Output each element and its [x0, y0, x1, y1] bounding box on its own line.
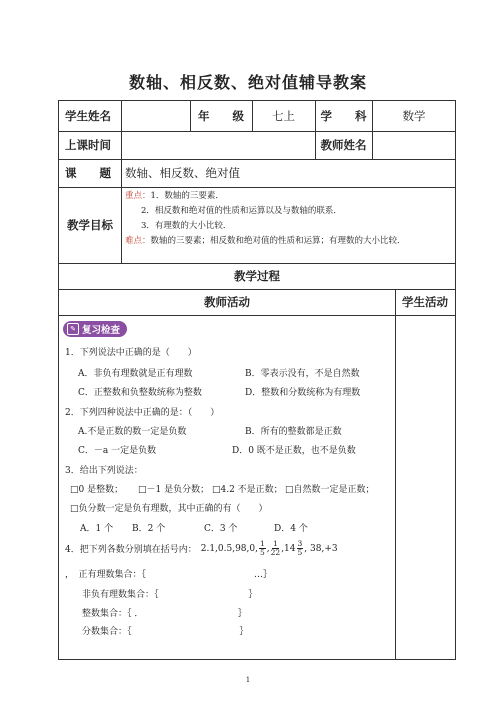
q4-comma: ,	[266, 543, 270, 554]
q2-option-d[interactable]: D．0 既不是正数，也不是负数	[232, 446, 356, 456]
q3-option-c[interactable]: C．3 个	[204, 524, 238, 534]
goal-item-1: 1．数轴的三要素．	[150, 191, 224, 201]
goals-content	[125, 189, 455, 249]
class-time-label: 上课时间	[65, 138, 111, 152]
q2-option-c[interactable]: C．－a 一定是负数	[78, 446, 157, 456]
teacher-name-value[interactable]	[372, 131, 456, 159]
subject-label: 学 科	[320, 109, 367, 123]
set-integers[interactable]: 整数集合：｛ ． ｝	[82, 609, 247, 619]
difficult-points-text: 数轴的三要素；相反数和绝对值的性质和运算；有理数的大小比较．	[150, 236, 406, 246]
student-activity-header: 学生活动	[402, 295, 448, 309]
q3-statement-5: □负分数一定是负有理数，其中正确的有（ ）	[70, 504, 268, 514]
page-title: 数轴、相反数、绝对值辅导教案	[128, 73, 367, 92]
fraction-3: $\frac{3}{5}$	[297, 539, 303, 557]
student-name-label: 学生姓名	[65, 109, 111, 123]
q3-stem: 3．给出下列说法：	[65, 466, 143, 476]
q1-option-a[interactable]: A．非负有理数就是正有理数	[78, 369, 193, 379]
grade-value: 七上	[272, 109, 295, 123]
set-positive-rational[interactable]: ， 正有理数集合：｛ …｝	[65, 570, 273, 580]
q4-numbers-c: , 38,+3	[304, 543, 338, 554]
q3-option-a[interactable]: A．1 个	[80, 524, 114, 534]
teacher-name-label: 教师姓名	[320, 138, 367, 152]
q3-statement-4: □自然数一定是正数；	[285, 485, 375, 495]
q3-statement-1: □0 是整数；	[70, 485, 124, 495]
set-nonnegative-rational[interactable]: 非负有理数集合：｛ ｝	[82, 590, 258, 600]
q1-stem: 1．下列说法中正确的是（ ）	[65, 348, 197, 358]
grade-label: 年 级	[198, 109, 244, 123]
topic-label: 课 题	[65, 166, 111, 180]
q4-stem: 4．把下列各数分别填在括号内：	[65, 545, 197, 555]
q4-numbers-b: ,14	[281, 543, 296, 554]
q4-stem-row	[65, 540, 338, 557]
difficult-points-label: 难点：	[125, 236, 151, 246]
q4-numbers-a: 2.1,0.5,98,0,	[200, 543, 258, 554]
q1-option-d[interactable]: D．整数和分数统称为有理数	[245, 388, 361, 398]
goals-label: 教学目标	[67, 218, 113, 232]
fraction-2: $\frac{1}{22}$	[270, 539, 281, 557]
goal-item-2: 2．相反数和绝对值的性质和运算以及与数轴的联系．	[141, 206, 342, 216]
review-badge	[63, 321, 127, 337]
set-fractions[interactable]: 分数集合：｛ ｝	[82, 627, 249, 637]
key-points-label: 重点：	[125, 191, 151, 201]
process-title: 教学过程	[234, 269, 280, 283]
q1-option-c[interactable]: C．正整数和负整数统称为整数	[78, 388, 202, 398]
goal-item-3: 3．有理数的大小比较．	[141, 221, 232, 231]
teacher-activity-header: 教师活动	[204, 295, 250, 309]
topic-value: 数轴、相反数、绝对值	[125, 166, 240, 180]
subject-value: 数学	[402, 109, 426, 123]
q1-option-b[interactable]: B．零表示没有，不是自然数	[245, 369, 360, 379]
q2-option-a[interactable]: A.不是正数的数一定是负数	[78, 427, 187, 437]
q3-option-d[interactable]: D．4 个	[274, 524, 308, 534]
student-name-value[interactable]	[121, 101, 190, 131]
review-badge-label: 复习检查	[82, 325, 121, 336]
q3-statement-3: □4.2 不是正数；	[212, 485, 283, 495]
q2-option-b[interactable]: B．所有的整数都是正数	[245, 427, 342, 437]
class-time-value[interactable]	[121, 131, 315, 159]
clipboard-icon: ✎	[67, 323, 79, 335]
q2-stem: 2．下列四种说法中正确的是：（ ）	[65, 408, 220, 418]
q3-statement-2: □－1 是负分数；	[138, 485, 210, 495]
page-number: 1	[245, 676, 251, 684]
fraction-1: $\frac{1}{5}$	[259, 539, 265, 557]
q3-option-b[interactable]: B．2 个	[132, 524, 166, 534]
